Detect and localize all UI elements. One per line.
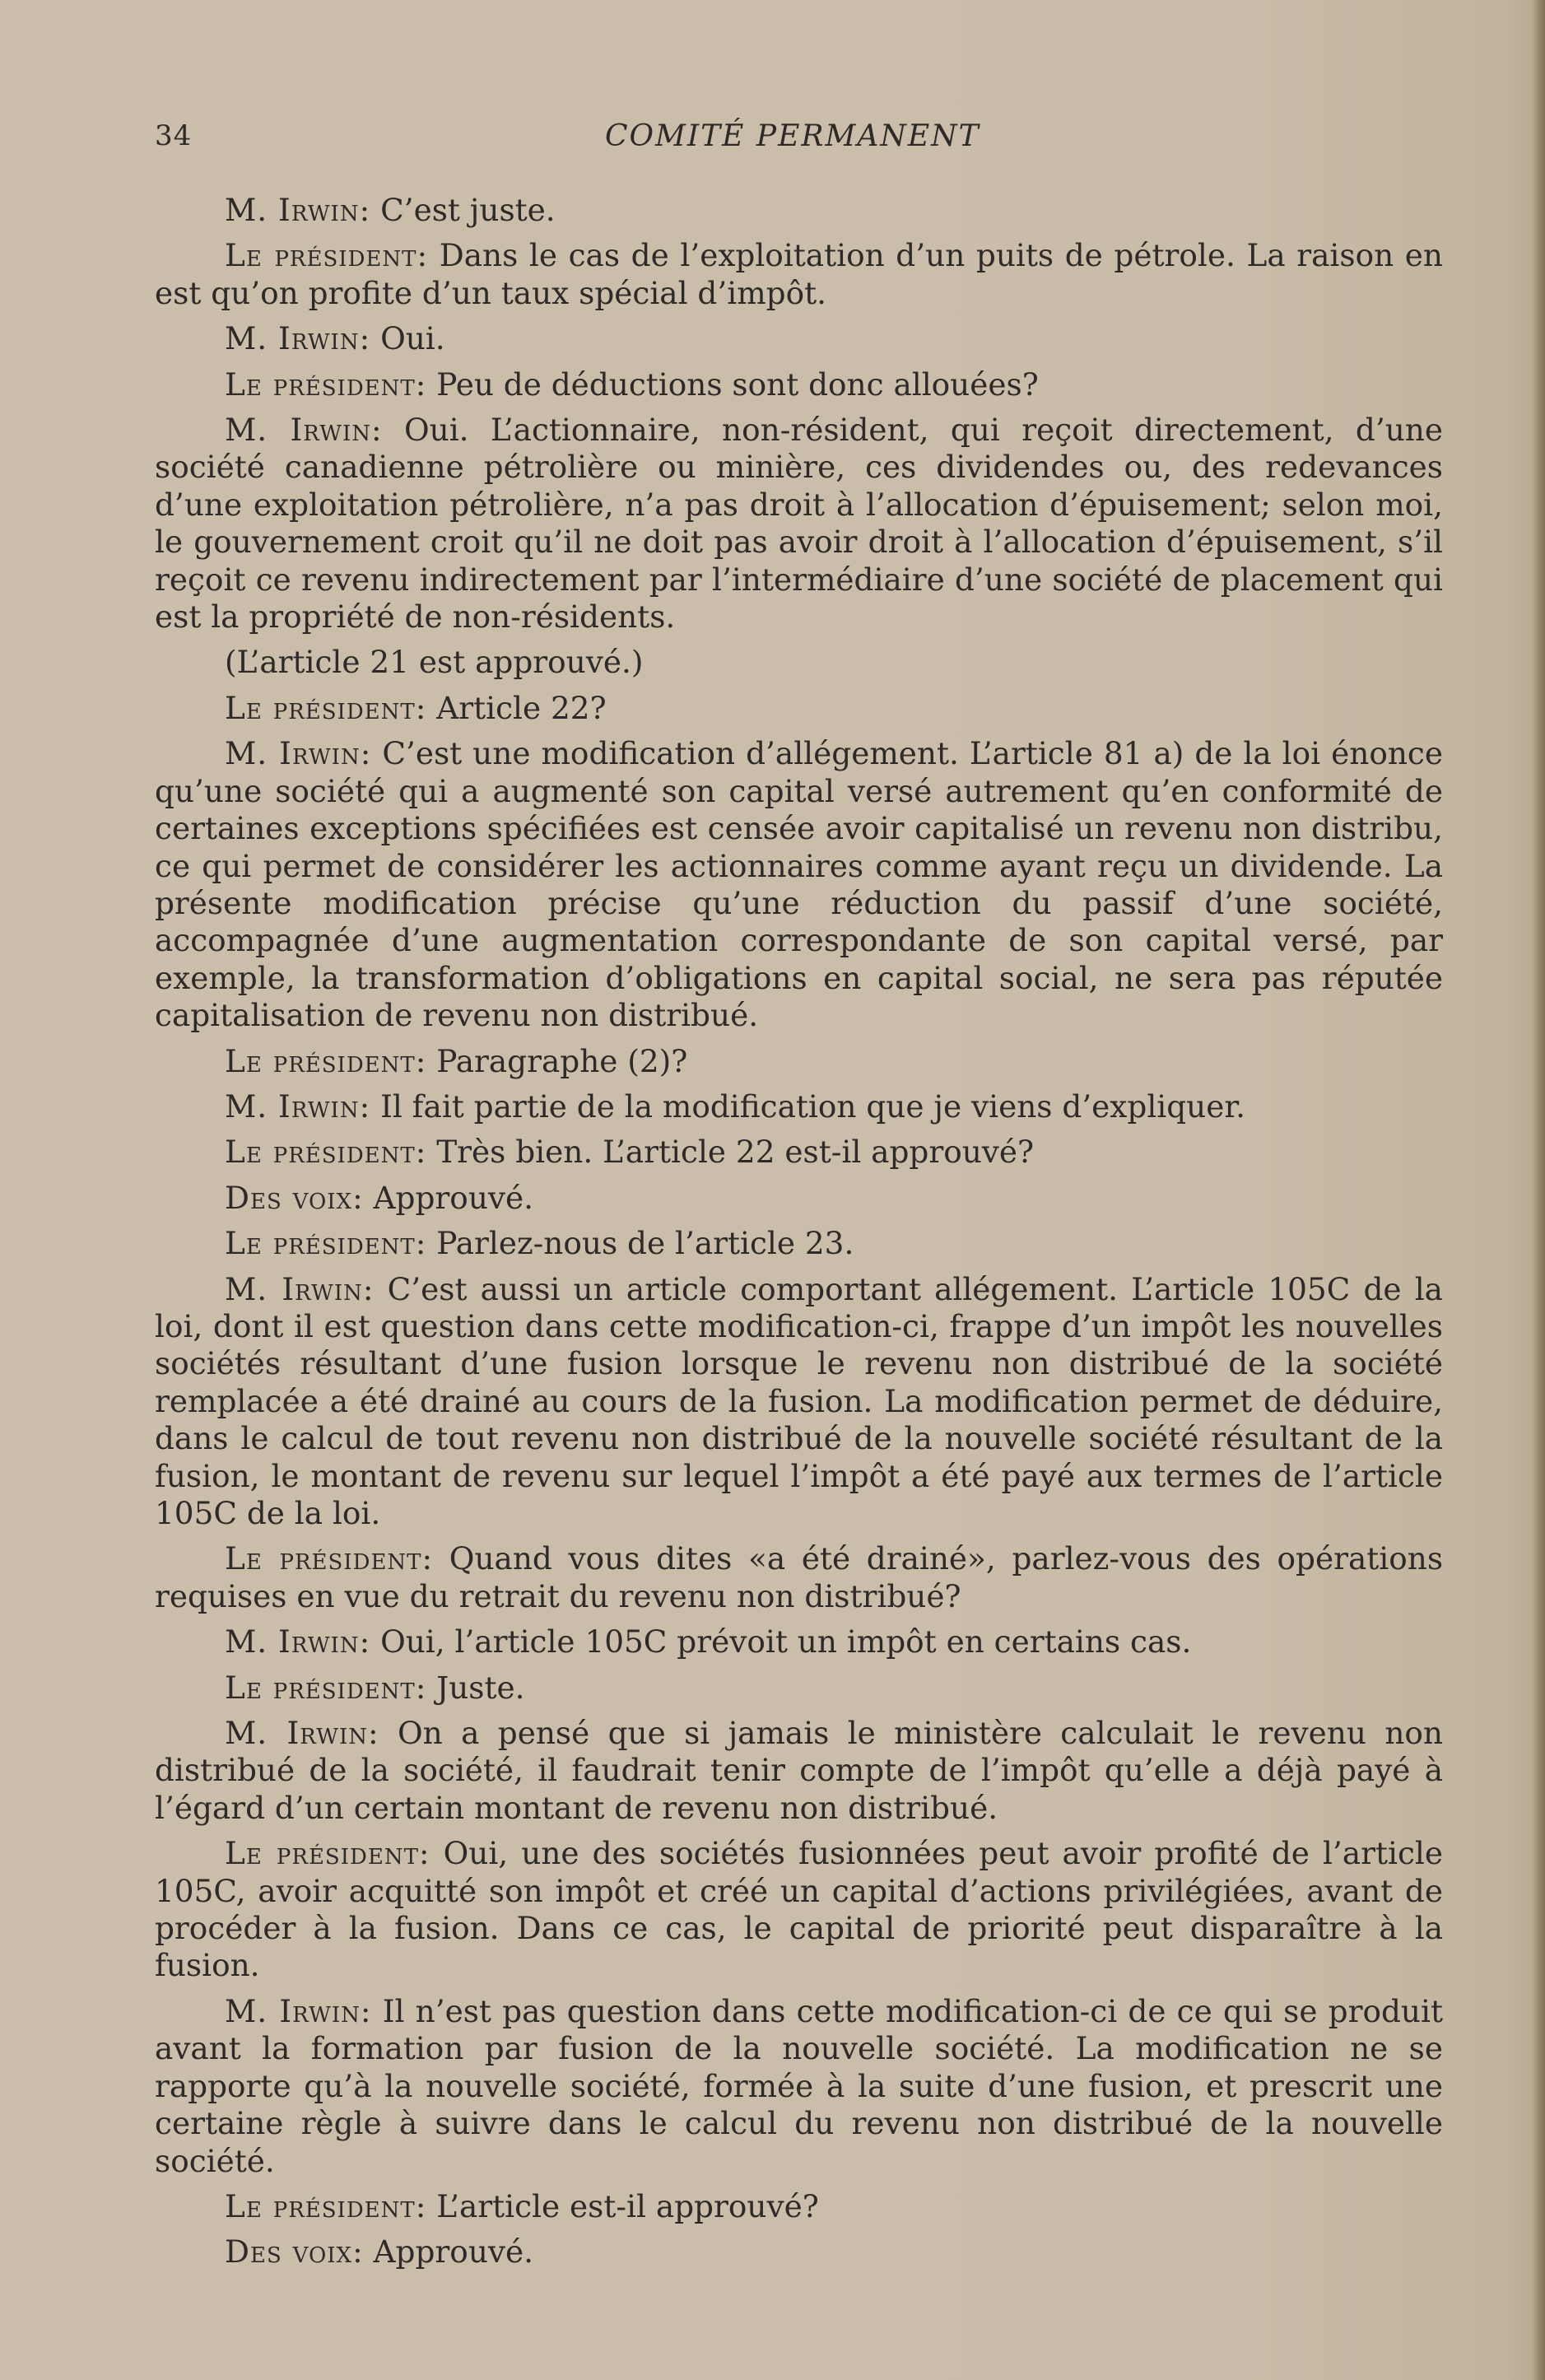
paragraph [155, 366, 1443, 403]
speech: C’est une modification d’allégement. L’article 81 a) de la loi énonce qu’une société qui a augmenté son capital versé autrement qu’en conformité de certaines exceptions spécifiées est censée avoir capitalisé un revenu non distribu, ce qui permet de considérer les actionnaires comme ayant reçu un dividende. La présente modification précise qu’une réduction du passif d’une société, accompagnée d’une augmentation correspondante de son capital versé, par exemple, la transformation d’obligations en capital social, ne sera pas réputée capitalisation de revenu non distribué. [155, 735, 1443, 1034]
paragraph [155, 237, 1443, 312]
paragraph [155, 1180, 1443, 1217]
speaker: M. Irwin: [225, 735, 372, 772]
speaker: Le président: [225, 2187, 427, 2224]
speech: Dans le cas de l’exploitation d’un puits de pétrole. La raison en est qu’on profite d’un taux spécial d’impôt. [155, 237, 1444, 311]
speech: Il fait partie de la modification que je viens d’expliquer. [370, 1088, 1246, 1125]
speaker: M. Irwin: [225, 320, 371, 357]
speaker: Le président: [225, 1540, 434, 1577]
speaker: M. Irwin: [225, 1270, 375, 1307]
paragraph [155, 1043, 1443, 1080]
speech: Parlez-nous de l’article 23. [426, 1225, 854, 1262]
speech: Quand vous dites «a été drainé», parlez-vous des opérations requises en vue du retrait du revenu non distribué? [155, 1540, 1444, 1614]
speech: On a pensé que si jamais le ministère calculait le revenu non distribué de la société, il faudrait tenir compte de l’impôt qu’elle a déjà payé à l’égard d’un certain montant de revenu non distribué. [155, 1715, 1443, 1826]
speaker: Le président: [225, 1134, 427, 1171]
speech: Juste. [426, 1669, 525, 1706]
speech: C’est juste. [370, 192, 556, 228]
paragraph [155, 1623, 1443, 1660]
paragraph [155, 690, 1443, 727]
speaker: Le président: [225, 689, 427, 726]
page-number: 34 [155, 119, 193, 152]
speaker: M. Irwin: [225, 412, 383, 449]
page-header [155, 119, 1443, 161]
speaker: M. Irwin: [225, 1088, 371, 1125]
speech: Approuvé. [363, 2233, 534, 2271]
running-title: COMITÉ PERMANENT [605, 119, 980, 153]
paragraph [155, 2188, 1443, 2225]
speaker: Des voix: [225, 2233, 364, 2271]
paragraph [155, 1835, 1443, 1985]
paragraph [155, 1670, 1443, 1707]
paragraph [155, 1134, 1443, 1171]
speech: Oui. [370, 320, 445, 357]
speech: (L’article 21 est approuvé.) [225, 644, 644, 681]
speech: C’est aussi un article comportant allégement. L’article 105C de la loi, dont il est question dans cette modification-ci, frappe d’un impôt les nouvelles sociétés résultant d’une fusion lorsque le revenu non distribué de la société remplacée a été drainé au cours de la fusion. La modification permet de déduire, dans le calcul de tout revenu non distribué de la nouvelle société résultant de la fusion, le montant de revenu sur lequel l’impôt a été payé aux termes de l’article 105C de la loi. [155, 1270, 1443, 1531]
speaker: M. Irwin: [225, 1992, 372, 2029]
speaker: Des voix: [225, 1179, 364, 1216]
paragraph [155, 1715, 1443, 1827]
transcript-body [155, 192, 1443, 2280]
page-edge-shadow [1532, 0, 1545, 2380]
paragraph [155, 735, 1443, 1034]
speech: Très bien. L’article 22 est-il approuvé? [426, 1134, 1035, 1171]
paragraph [155, 1225, 1443, 1262]
speech: Approuvé. [363, 1179, 534, 1216]
speaker: Le président: [225, 1669, 427, 1706]
paragraph [155, 412, 1443, 636]
speaker: Le président: [225, 1042, 427, 1079]
speaker: Le président: [225, 1225, 427, 1262]
speaker: Le président: [225, 1835, 430, 1872]
speech: Oui, une des sociétés fusionnées peut avoir profité de l’article 105C, avoir acquitté son impôt et créé un capital d’actions privilégiées, avant de procéder à la fusion. Dans ce cas, le capital de priorité peut disparaître à la fusion. [155, 1835, 1443, 1984]
speech: L’article est-il approuvé? [426, 2187, 819, 2224]
speech: Article 22? [426, 689, 607, 726]
paragraph [155, 192, 1443, 229]
speech: Paragraphe (2)? [426, 1042, 688, 1079]
paragraph [155, 1271, 1443, 1533]
speech: Oui, l’article 105C prévoit un impôt en certains cas. [370, 1623, 1192, 1660]
paragraph [155, 1993, 1443, 2180]
speech: Il n’est pas question dans cette modification-ci de ce qui se produit avant la formation par fusion de la nouvelle société. La modification ne se rapporte qu’à la nouvelle société, formée à la suite d’une fusion, et prescrit une certaine règle à suivre dans le calcul du revenu non distribué de la nouvelle société. [155, 1992, 1443, 2179]
speaker: M. Irwin: [225, 1623, 371, 1660]
paragraph [155, 1088, 1443, 1125]
speaker: M. Irwin: [225, 1715, 379, 1752]
paragraph [155, 320, 1443, 357]
procedural-note [155, 644, 1443, 681]
speaker: M. Irwin: [225, 192, 371, 228]
paragraph [155, 2233, 1443, 2271]
speech: Oui. L’actionnaire, non-résident, qui reçoit directement, d’une société canadienne pétrolière ou minière, ces dividendes ou, des redevances d’une exploitation pétrolière, n’a pas droit à l’allocation d’épuisement; selon moi, le gouvernement croit qu’il ne doit pas avoir droit à l’allocation d’épuisement, s’il reçoit ce revenu indirectement par l’intermédiaire d’une société de placement qui est la propriété de non-résidents. [155, 412, 1443, 636]
paragraph [155, 1540, 1443, 1615]
speech: Peu de déductions sont donc allouées? [426, 366, 1039, 403]
speaker: Le président: [225, 237, 429, 274]
speaker: Le président: [225, 366, 427, 403]
